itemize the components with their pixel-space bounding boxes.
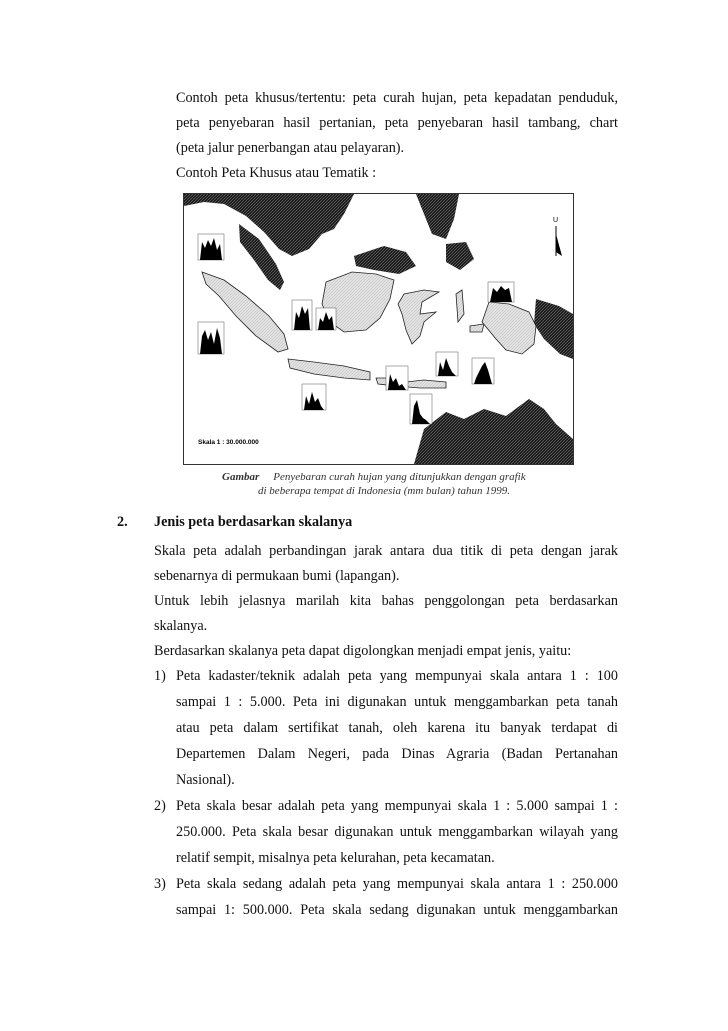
australia-shape	[414, 399, 573, 464]
map-scale-label: Skala 1 : 30.000.000	[198, 439, 259, 446]
north-label: U	[553, 217, 559, 224]
list-item-number: 3)	[154, 876, 166, 892]
caption-line: di beberapa tempat di Indonesia (mm bulan) tahun 1999.	[258, 485, 511, 497]
intro-paragraph	[176, 86, 618, 186]
list-item-line: relatif sempit, misalnya peta kelurahan, peta kecamatan.	[176, 850, 495, 866]
intro-line: Contoh peta khusus/tertentu: peta curah hujan, peta kepadatan penduduk,	[176, 90, 618, 106]
caption-label: Gambar	[222, 471, 260, 483]
rainfall-chart-aceh	[198, 234, 224, 260]
rainfall-chart-kupang	[410, 394, 432, 424]
intro-line: peta penyebaran hasil pertanian, peta penyebaran hasil tambang, chart	[176, 115, 618, 131]
list-item-line: sampai 1 : 5.000. Peta ini digunakan untuk menggambarkan peta tanah	[176, 694, 618, 710]
body-line: Untuk lebih jelasnya marilah kita bahas penggolongan peta berdasarkan	[154, 593, 618, 609]
section-body	[154, 539, 618, 664]
intro-line: Contoh Peta Khusus atau Tematik :	[176, 165, 377, 181]
borneo-north-shape	[354, 246, 416, 274]
rainfall-chart-jakarta	[302, 384, 326, 410]
rainfall-chart-pontianak	[316, 308, 336, 330]
rainfall-chart-makassar	[436, 352, 458, 376]
north-arrow-icon	[556, 226, 562, 256]
body-line: skalanya.	[154, 618, 208, 634]
java-shape	[288, 359, 370, 380]
philippines-shape	[416, 194, 459, 239]
maluku-shape	[456, 290, 484, 332]
list-item-line: Nasional).	[176, 772, 235, 788]
list-item	[154, 793, 618, 871]
rainfall-chart-manado	[488, 282, 514, 302]
caption-line: Penyebaran curah hujan yang ditunjukkan dengan grafik	[273, 471, 526, 483]
list-item-line: sampai 1: 500.000. Peta skala sedang digunakan untuk menggambarkan	[176, 902, 618, 918]
section-title: Jenis peta berdasarkan skalanya	[154, 514, 353, 530]
philippines-south-shape	[446, 242, 474, 270]
indonesia-map	[184, 194, 573, 464]
list-item-number: 1)	[154, 668, 166, 684]
rainfall-chart-ambon	[472, 358, 494, 384]
section-heading	[117, 514, 352, 531]
papua-shape	[482, 302, 536, 354]
list-item-number: 2)	[154, 798, 166, 814]
list-item-line: Peta skala sedang adalah peta yang mempunyai skala antara 1 : 250.000	[176, 876, 618, 892]
list-item-line: Peta kadaster/teknik adalah peta yang mempunyai skala antara 1 : 100	[176, 668, 618, 684]
sulawesi-shape	[398, 290, 439, 344]
body-line: Berdasarkan skalanya peta dapat digolongkan menjadi empat jenis, yaitu:	[154, 643, 572, 659]
rainfall-chart-pekanbaru	[292, 300, 312, 330]
figure-caption	[222, 470, 552, 498]
intro-line: (peta jalur penerbangan atau pelayaran).	[176, 140, 405, 156]
list-item-line: Departemen Dalam Negeri, pada Dinas Agraria (Badan Pertanahan	[176, 746, 618, 762]
body-line: Skala peta adalah perbandingan jarak antara dua titik di peta dengan jarak	[154, 543, 618, 559]
body-line: sebenarnya di permukaan bumi (lapangan).	[154, 568, 400, 584]
list-item	[154, 663, 618, 793]
png-shape	[534, 299, 573, 359]
list-item-line: 250.000. Peta skala besar digunakan untuk menggambarkan wilayah yang	[176, 824, 618, 840]
rainfall-map-figure	[183, 193, 574, 465]
list-item-line: Peta skala besar adalah peta yang mempunyai skala 1 : 5.000 sampai 1 :	[176, 798, 618, 814]
list-item-line: atau peta dalam sertifikat tanah, oleh karena itu banyak terdapat di	[176, 720, 618, 736]
section-number: 2.	[117, 514, 128, 530]
list-item	[154, 871, 618, 923]
rainfall-chart-padang	[198, 322, 224, 354]
rainfall-chart-surabaya	[386, 366, 408, 390]
